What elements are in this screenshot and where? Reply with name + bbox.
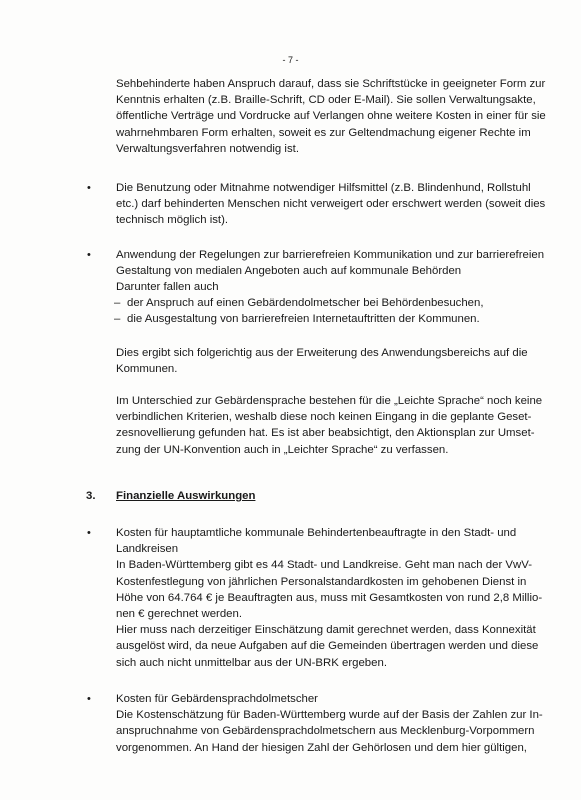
paragraph-kommunen	[116, 345, 526, 377]
dash-marker: –	[114, 313, 121, 325]
text-line: zesnovellierung gefunden hat. Es ist aber beabsichtigt, den Aktionsplan zur Umset-	[116, 427, 535, 440]
text-line: Die Benutzung oder Mitnahme notwendiger Hilfsmittel (z.B. Blindenhund, Rollstuhl	[116, 182, 531, 194]
section-title: Finanzielle Auswirkungen	[116, 490, 256, 502]
text-line: Verwaltungsverfahren notwendig ist.	[116, 142, 299, 155]
text-line: öffentliche Verträge und Vordrucke auf Verlangen ohne weitere Kosten in einer für sie	[116, 110, 546, 123]
bullet-marker: •	[87, 182, 91, 194]
text-line: vorgenommen. An Hand der hiesigen Zahl der Gehörlosen und dem hier gültigen,	[116, 741, 527, 754]
text-line: verbindlichen Kriterien, weshalb diese noch keinen Eingang in die geplante Geset-	[116, 411, 532, 424]
text-line: Darunter fallen auch	[116, 281, 219, 294]
text-line: Kenntnis erhalten (z.B. Braille-Schrift, CD oder E-Mail). Sie sollen Verwaltungsakte,	[116, 94, 536, 107]
text-line: Kosten für Gebärdensprachdolmetscher	[116, 693, 318, 705]
text-line: Landkreisen	[116, 543, 179, 556]
bullet-marker: •	[87, 693, 91, 705]
text-line: Kostenfestlegung von jährlichen Personalstandardkosten im gehobenen Dienst in	[116, 575, 527, 588]
text-line: Gestaltung von medialen Angeboten auch auf kommunale Behörden	[116, 265, 462, 278]
bullet-marker: •	[87, 527, 91, 539]
text-line: Kosten für hauptamtliche kommunale Behindertenbeauftragte in den Stadt- und	[116, 527, 517, 539]
text-line: Höhe von 64.764 € je Beauftragten aus, muss mit Gesamtkosten von rund 2,8 Millio-	[116, 591, 543, 604]
text-line: Anwendung der Regelungen zur barrierefreien Kommunikation und zur barrierefreien	[116, 249, 545, 261]
text-line: zung der UN-Konvention auch in „Leichter Sprache“ zu verfassen.	[116, 443, 449, 456]
bullet-item-gebaerdensprachdolmetscher	[116, 691, 543, 756]
text-line: ausgelöst wird, da neue Aufgaben auf die Gemeinden übertragen werden und diese	[116, 640, 539, 653]
bullet-item-kommunikation	[116, 247, 545, 296]
paragraph-leichte-sprache	[116, 393, 543, 458]
bullet-item-hilfsmittel	[116, 180, 546, 229]
dash-item-gebaerdendolmetscher: der Anspruch auf einen Gebärdendolmetscher bei Behördenbesuchen,	[127, 297, 484, 309]
text-line: Dies ergibt sich folgerichtig aus der Erweiterung des Anwendungsbereichs auf die	[116, 347, 528, 359]
section-number: 3.	[86, 490, 96, 502]
text-line: Die Kostenschätzung für Baden-Württemberg wurde auf der Basis der Zahlen zur In-	[116, 709, 543, 722]
bullet-item-behindertenbeauftragte	[116, 525, 543, 671]
dash-item-internetauftritte: die Ausgestaltung von barrierefreien Internetauftritten der Kommunen.	[127, 313, 480, 325]
text-line: Kommunen.	[116, 363, 178, 376]
text-line: etc.) darf behinderten Menschen nicht verweigert oder erschwert werden (soweit dies	[116, 198, 546, 211]
page-number: - 7 -	[282, 55, 299, 65]
text-line: In Baden-Württemberg gibt es 44 Stadt- und Landkreise. Geht man nach der VwV-	[116, 559, 532, 572]
paragraph-sehbehinderte	[116, 76, 546, 157]
text-line: technisch möglich ist).	[116, 214, 229, 227]
text-line: anspruchnahme von Gebärdensprachdolmetschern aus Mecklenburg-Vorpommern	[116, 725, 535, 738]
text-line: Im Unterschied zur Gebärdensprache bestehen für die „Leichte Sprache“ noch keine	[116, 395, 543, 407]
text-line: Hier muss nach derzeitiger Einschätzung damit gerechnet werden, dass Konnexität	[116, 624, 536, 637]
bullet-marker: •	[87, 249, 91, 261]
dash-marker: –	[114, 297, 121, 309]
text-line: Sehbehinderte haben Anspruch darauf, dass sie Schriftstücke in geeigneter Form zur	[116, 78, 546, 90]
text-line: nen € gerechnet werden.	[116, 608, 243, 621]
text-line: sich auch nicht unmittelbar aus der UN-BRK ergeben.	[116, 656, 387, 669]
text-line: wahrnehmbaren Form erhalten, soweit es zur Geltendmachung eigener Rechte im	[116, 126, 531, 139]
